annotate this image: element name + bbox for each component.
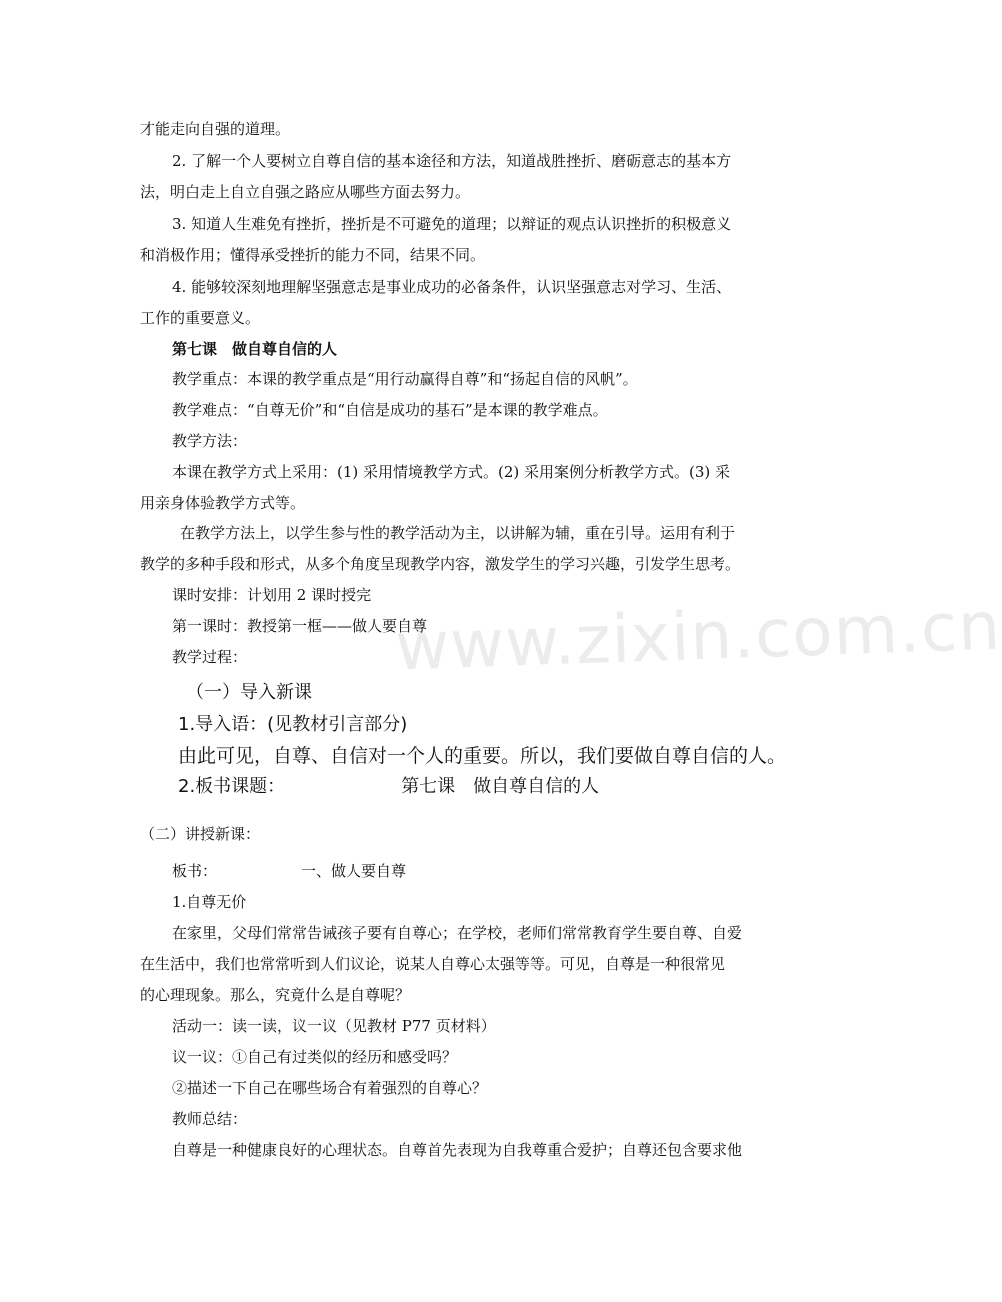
text-line: 和消极作用；懂得承受挫折的能力不同，结果不同。 [140, 246, 486, 264]
discussion-1: 议一议：①自己有过类似的经历和感受吗？ [172, 1048, 458, 1066]
board-title-label: 2.板书课题： [178, 776, 286, 797]
first-lesson: 第一课时：教授第一框——做人要自尊 [172, 617, 428, 635]
text-line: 在家里，父母们常常告诫孩子要有自尊心；在学校，老师们常常教育学生要自尊、自爱 [172, 924, 743, 942]
discussion-2: ②描述一下自己在哪些场合有着强烈的自尊心？ [172, 1079, 488, 1097]
text-line: 自尊是一种健康良好的心理状态。自尊首先表现为自我尊重合爱护；自尊还包含要求他 [172, 1141, 743, 1159]
board-line [172, 860, 406, 882]
objective-4: 4. 能够较深刻地理解坚强意志是事业成功的必备条件，认识坚强意志对学习、生活、 [172, 278, 732, 296]
teaching-focus: 教学重点：本课的教学重点是“用行动赢得自尊”和“扬起自信的风帆”。 [172, 370, 638, 388]
text-line: 工作的重要意义。 [140, 309, 261, 327]
lesson-heading: 第七课 做自尊自信的人 [172, 340, 338, 358]
text-line: 在教学方法上，以学生参与性的教学活动为主，以讲解为辅，重在引导。运用有利于 [180, 524, 736, 542]
section-intro-heading: （一）导入新课 [186, 682, 312, 703]
teaching-method-label: 教学方法： [172, 432, 248, 450]
section-new-lesson-heading: （二）讲授新课： [140, 825, 261, 843]
teacher-summary-label: 教师总结： [172, 1110, 248, 1128]
board-label: 板书： [172, 862, 218, 880]
text-line: 本课在教学方式上采用：(1) 采用情境教学方式。(2) 采用案例分析教学方式。(3) 采 [172, 463, 731, 481]
subheading: 1.自尊无价 [172, 893, 247, 911]
intro-summary: 由此可见，自尊、自信对一个人的重要。所以，我们要做自尊自信的人。 [178, 745, 787, 767]
intro-item-1: 1.导入语：(见教材引言部分) [178, 714, 408, 735]
text-line: 用亲身体验教学方式等。 [140, 494, 306, 512]
board-value: 一、做人要自尊 [301, 862, 407, 880]
intro-item-2 [178, 774, 599, 800]
objective-2: 2. 了解一个人要树立自尊自信的基本途径和方法，知道战胜挫折、磨砺意志的基本方 [172, 152, 732, 170]
text-line: 教学的多种手段和形式，从多个角度呈现教学内容，激发学生的学习兴趣，引发学生思考。 [140, 555, 741, 573]
objective-3: 3. 知道人生难免有挫折，挫折是不可避免的道理；以辩证的观点认识挫折的积极意义 [172, 215, 732, 233]
text-line: 的心理现象。那么，究竟什么是自尊呢？ [140, 986, 411, 1004]
text-line: 法，明白走上自立自强之路应从哪些方面去努力。 [140, 183, 471, 201]
board-title-value: 第七课 做自尊自信的人 [401, 776, 600, 797]
text-line: 在生活中，我们也常常听到人们议论，说某人自尊心太强等等。可见，自尊是一种很常见 [140, 955, 726, 973]
schedule: 课时安排：计划用 2 课时授完 [172, 586, 372, 604]
teaching-difficulty: 教学难点：“自尊无价”和“自信是成功的基石”是本课的教学难点。 [172, 401, 608, 419]
process-label: 教学过程： [172, 648, 248, 666]
watermark: www.zixin.com.cn [393, 587, 1002, 686]
activity-1: 活动一：读一读，议一议（见教材 P77 页材料） [172, 1017, 496, 1035]
text-line: 才能走向自强的道理。 [140, 120, 291, 138]
